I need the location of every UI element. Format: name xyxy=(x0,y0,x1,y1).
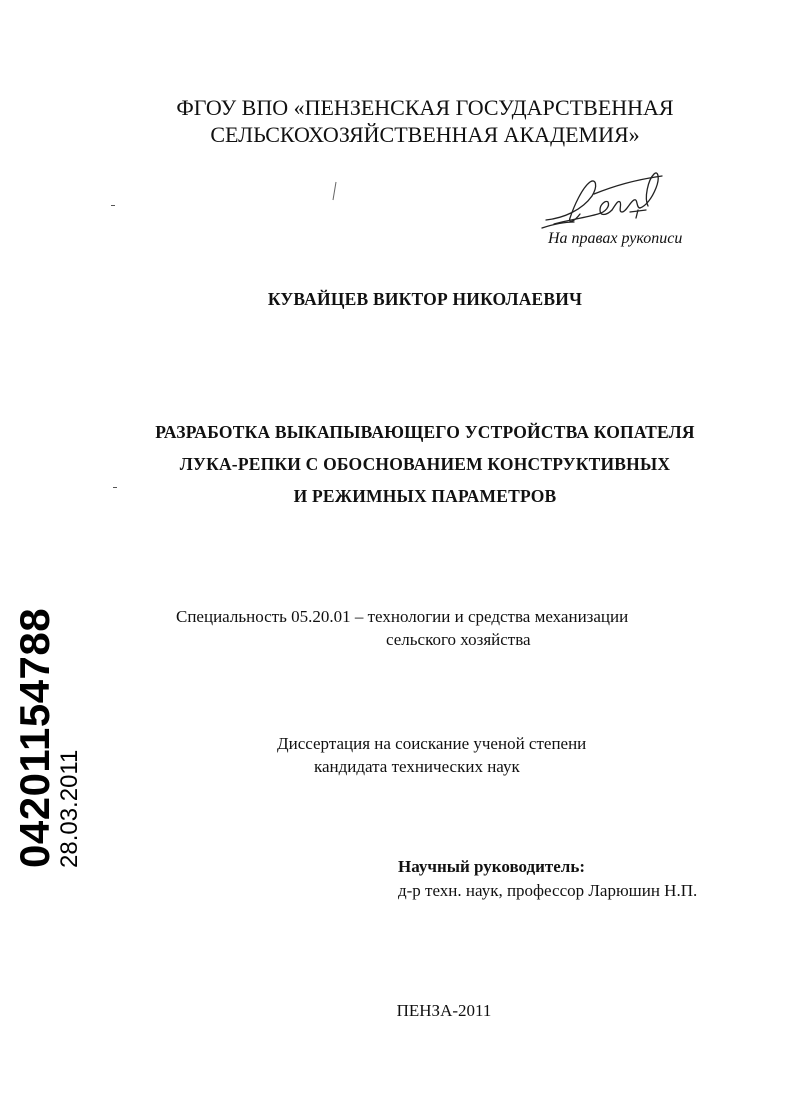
advisor-name: д-р техн. наук, профессор Ларюшин Н.П. xyxy=(398,881,698,900)
scan-speck xyxy=(113,487,117,488)
title-line-1: РАЗРАБОТКА ВЫКАПЫВАЮЩЕГО УСТРОЙСТВА КОПАТЕЛЯ xyxy=(155,422,695,442)
stamp-date: 28.03.2011 xyxy=(56,749,83,868)
stamp-number: 04201154788 xyxy=(11,607,58,868)
specialty xyxy=(176,605,628,651)
degree-statement xyxy=(277,732,586,778)
title-line-3: И РЕЖИМНЫХ ПАРАМЕТРОВ xyxy=(293,486,557,506)
scan-speck xyxy=(111,205,115,206)
institution-line-1: ФГОУ ВПО «ПЕНЗЕНСКАЯ ГОСУДАРСТВЕННАЯ xyxy=(176,95,674,120)
scientific-advisor xyxy=(398,855,697,903)
degree-line-1: Диссертация на соискание ученой степени xyxy=(277,734,587,753)
rights-note: На правах рукописи xyxy=(548,230,683,247)
institution-name xyxy=(0,94,795,148)
scan-mark xyxy=(330,180,340,204)
specialty-line-2: сельского хозяйства xyxy=(386,630,531,649)
degree-line-2: кандидата технических наук xyxy=(314,757,520,776)
dissertation-title xyxy=(0,416,795,512)
handwritten-signature xyxy=(534,158,674,236)
institution-line-2: СЕЛЬСКОХОЗЯЙСТВЕННАЯ АКАДЕМИЯ» xyxy=(210,122,640,147)
city-year: ПЕНЗА-2011 xyxy=(396,1001,492,1020)
author-name: КУВАЙЦЕВ ВИКТОР НИКОЛАЕВИЧ xyxy=(267,289,583,309)
specialty-line-1: Специальность 05.20.01 – технологии и средства механизации xyxy=(176,607,629,626)
library-stamp xyxy=(11,607,83,868)
title-line-2: ЛУКА-РЕПКИ С ОБОСНОВАНИЕМ КОНСТРУКТИВНЫХ xyxy=(179,454,671,474)
advisor-heading: Научный руководитель: xyxy=(398,857,585,876)
